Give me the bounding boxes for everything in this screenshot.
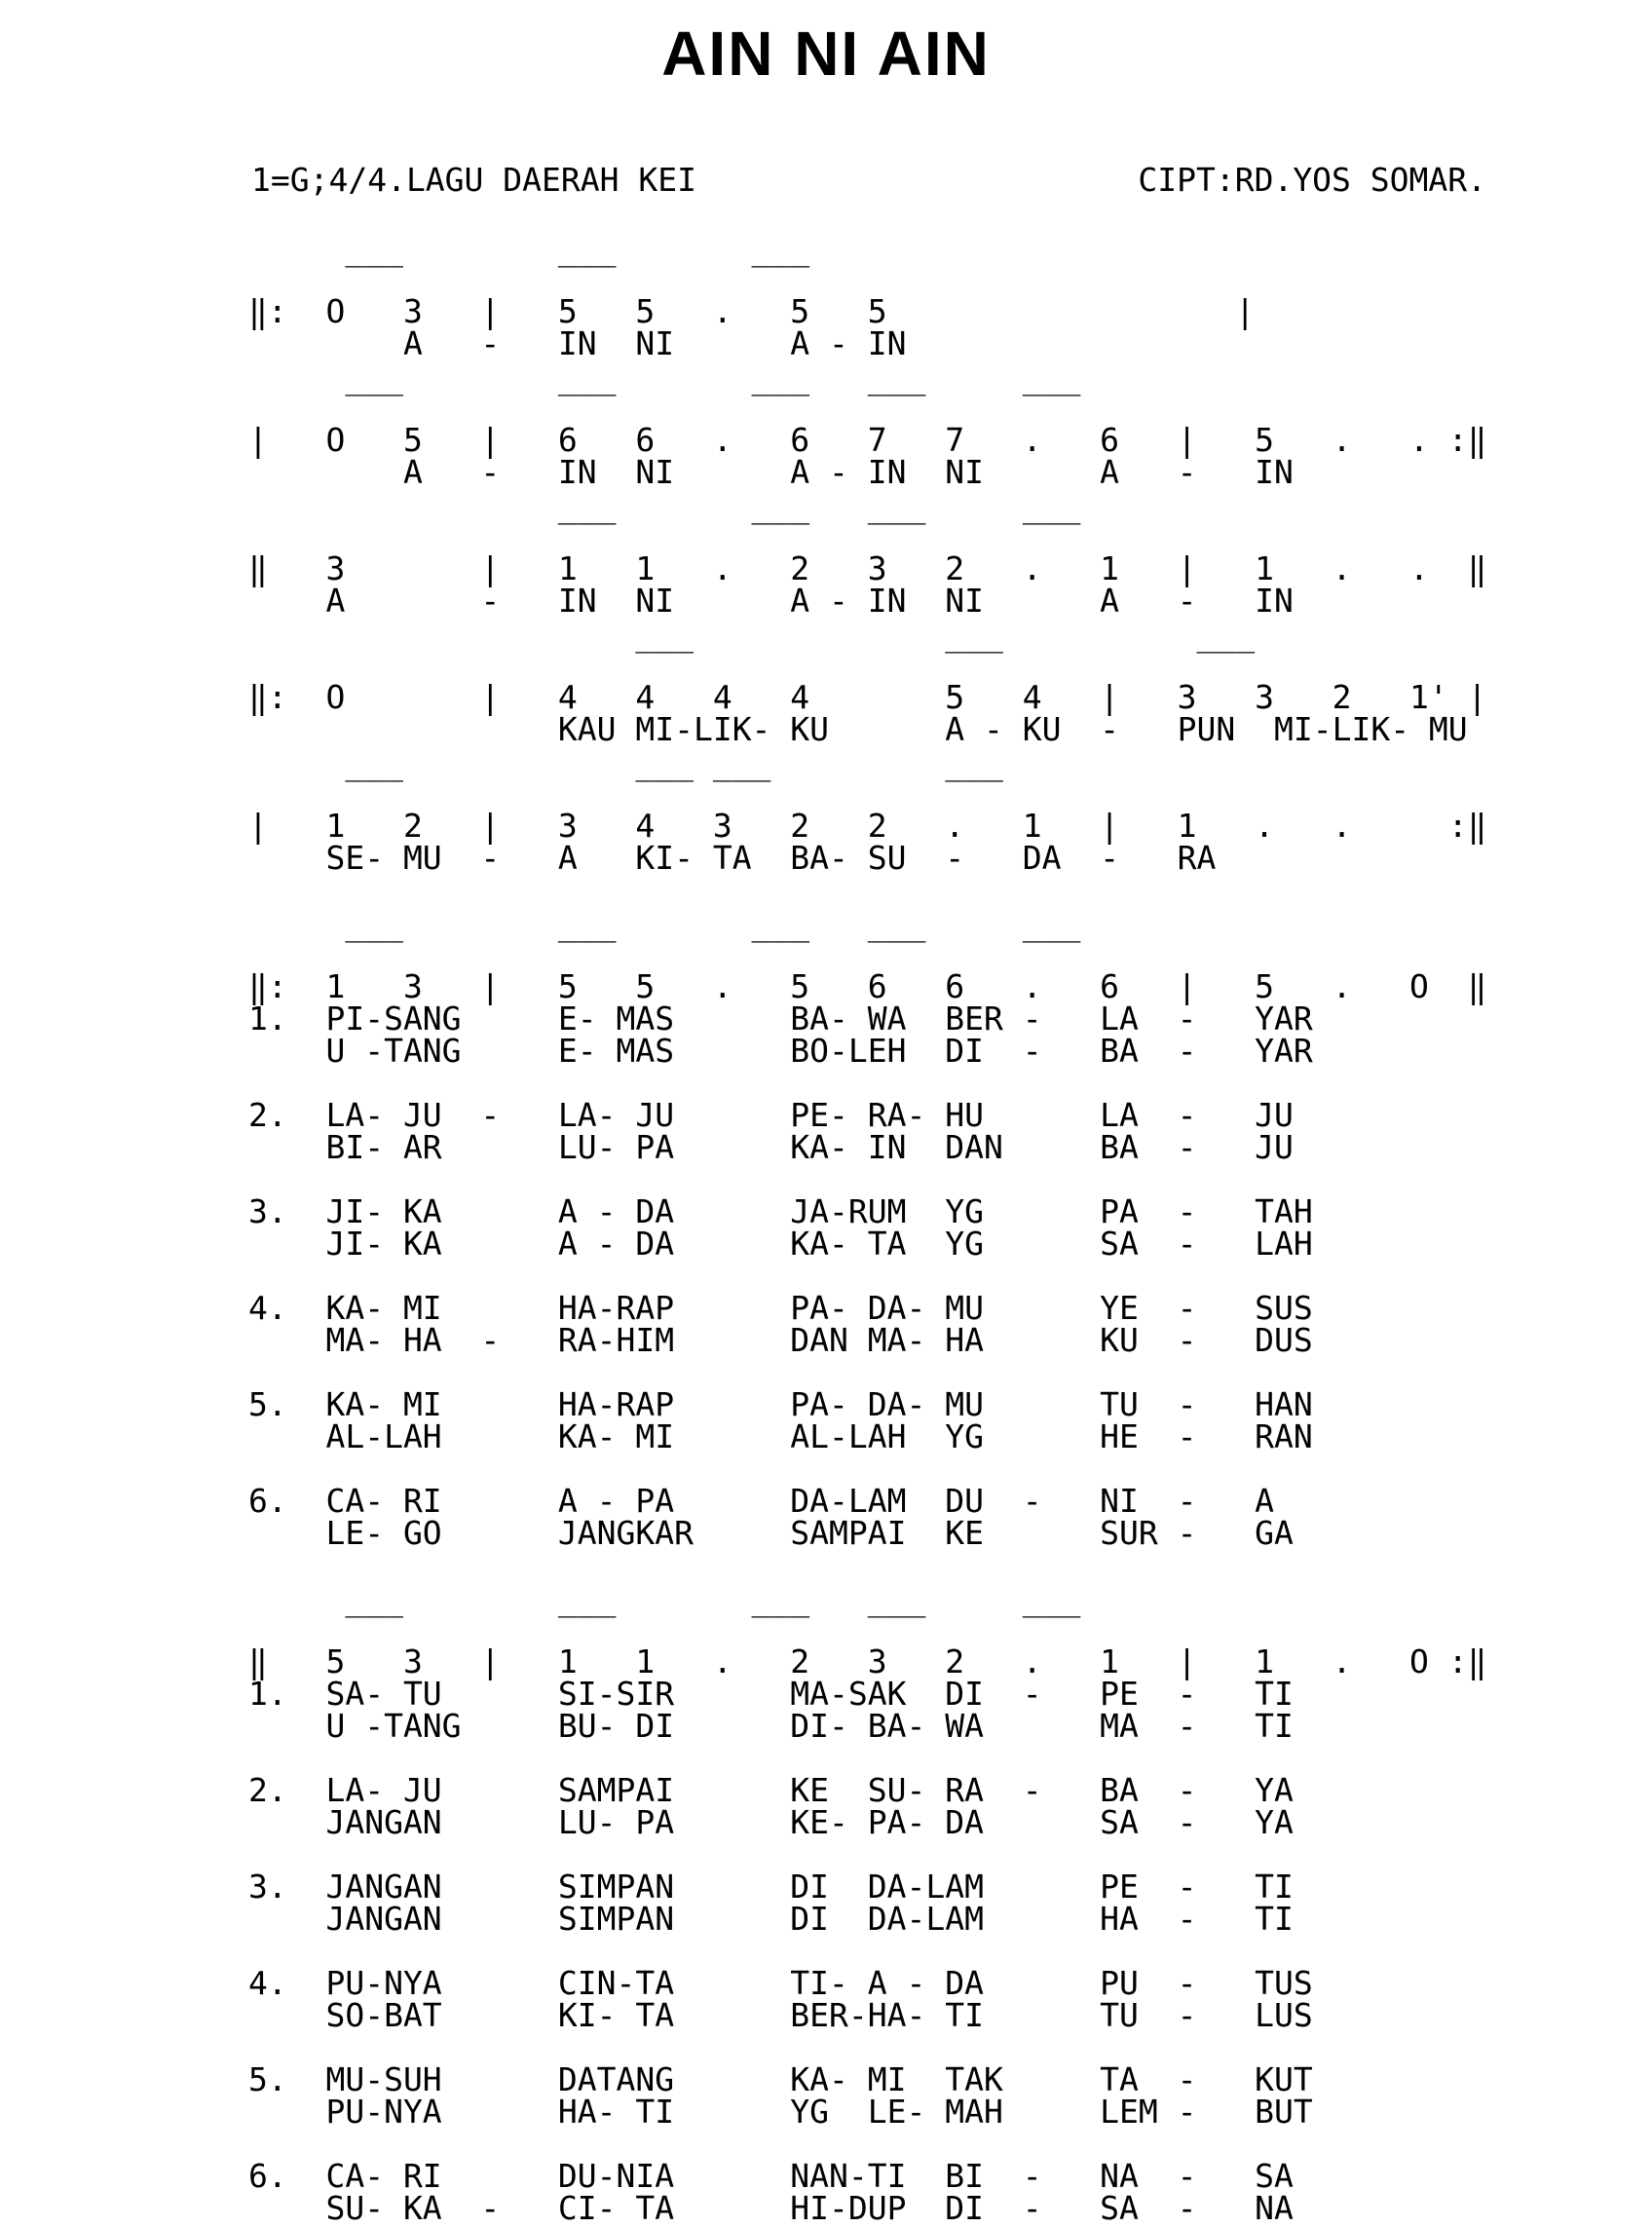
score-line: JI- KA A - DA KA- TA YG SA - LAH: [248, 1225, 1313, 1263]
score-line: JANGAN LU- PA KE- PA- DA SA - YA: [248, 1803, 1294, 1841]
score-line: [248, 1581, 1487, 1613]
score-line: [248, 874, 1487, 906]
score-line: [248, 1838, 1487, 1870]
score-line: ‖ 5 3 | 1 1 . 2 3 2 . 1 | 1 . O :‖: [248, 1642, 1487, 1680]
score-line: ‖: O | 4 4 4 4 5 4 | 3 3 2 1' |: [248, 678, 1487, 716]
score-line: A - IN NI A - IN NI A - IN: [248, 453, 1294, 491]
score-line: ‾‾‾ ‾‾‾ ‾‾‾: [248, 646, 1274, 684]
score-line: 2. LA- JU SAMPAI KE SU- RA - BA - YA: [248, 1771, 1294, 1809]
score-line: [248, 745, 1487, 777]
score-line: [248, 617, 1487, 649]
score-line: A - IN NI A - IN NI A - IN: [248, 582, 1294, 620]
score-line: [248, 1742, 1487, 1774]
score-line: 3. JI- KA A - DA JA-RUM YG PA - TAH: [248, 1192, 1313, 1230]
score-line: [248, 2031, 1487, 2063]
score-line: ‾‾‾ ‾‾‾ ‾‾‾: [248, 260, 1256, 298]
score-line: JANGAN SIMPAN DI DA-LAM HA - TI: [248, 1900, 1294, 1938]
score-line: [248, 2128, 1487, 2160]
score-line: 1. SA- TU SI-SIR MA-SAK DI - PE - TI: [248, 1675, 1294, 1713]
score-line: 5. MU-SUH DATANG KA- MI TAK TA - KUT: [248, 2060, 1313, 2098]
score-line: SE- MU - A KI- TA BA- SU - DA - RA: [248, 839, 1217, 877]
score-line: ‾‾‾ ‾‾‾ ‾‾‾ ‾‾‾ ‾‾‾: [248, 389, 1256, 427]
score-line: ‖: O 3 | 5 5 . 5 5 |: [248, 292, 1256, 330]
score-line: 2. LA- JU - LA- JU PE- RA- HU LA - JU: [248, 1096, 1294, 1134]
score-line: BI- AR LU- PA KA- IN DAN BA - JU: [248, 1128, 1294, 1166]
score-line: [248, 488, 1487, 520]
score-line: ‾‾‾ ‾‾‾ ‾‾‾ ‾‾‾: [248, 517, 1256, 555]
score-line: ‾‾‾ ‾‾‾ ‾‾‾ ‾‾‾ ‾‾‾: [248, 935, 1256, 973]
score-line: [248, 1260, 1487, 1292]
score-line: KAU MI-LIK- KU A - KU - PUN MI-LIK- MU: [248, 710, 1468, 748]
score-line: 3. JANGAN SIMPAN DI DA-LAM PE - TI: [248, 1868, 1294, 1906]
score-line: [248, 1935, 1487, 1967]
score-notation: [248, 260, 1487, 2227]
score-line: ‖ 3 | 1 1 . 2 3 2 . 1 | 1 . . ‖: [248, 549, 1487, 587]
score-line: U -TANG E- MAS BO-LEH DI - BA - YAR: [248, 1032, 1313, 1070]
score-line: ‖: 1 3 | 5 5 . 5 6 6 . 6 | 5 . O ‖: [248, 967, 1487, 1005]
score-line: ‾‾‾ ‾‾‾ ‾‾‾ ‾‾‾: [248, 774, 1256, 812]
score-line: MA- HA - RA-HIM DAN MA- HA KU - DUS: [248, 1321, 1313, 1359]
score-line: [248, 906, 1487, 938]
score-line: [248, 1356, 1487, 1388]
score-line: [248, 1453, 1487, 1485]
score-line: 6. CA- RI A - PA DA-LAM DU - NI - A: [248, 1482, 1274, 1520]
key-meter-label: 1=G;4/4.LAGU DAERAH KEI: [251, 161, 696, 199]
song-title: AIN NI AIN: [661, 19, 991, 89]
score-line: [248, 1549, 1487, 1581]
score-line: A - IN NI A - IN: [248, 324, 1256, 362]
score-line: 4. PU-NYA CIN-TA TI- A - DA PU - TUS: [248, 1964, 1313, 2002]
score-line: 4. KA- MI HA-RAP PA- DA- MU YE - SUS: [248, 1289, 1313, 1327]
score-line: LE- GO JANGKAR SAMPAI KE SUR - GA: [248, 1514, 1294, 1552]
score-line: [248, 1163, 1487, 1195]
score-line: U -TANG BU- DI DI- BA- WA MA - TI: [248, 1707, 1294, 1745]
score-line: [248, 359, 1487, 392]
composer-label: CIPT:RD.YOS SOMAR.: [1138, 161, 1486, 199]
score-line: 5. KA- MI HA-RAP PA- DA- MU TU - HAN: [248, 1385, 1313, 1423]
score-line: SU- KA - CI- TA HI-DUP DI - SA - NA: [248, 2189, 1294, 2227]
score-line: SO-BAT KI- TA BER-HA- TI TU - LUS: [248, 1996, 1313, 2034]
score-line: 6. CA- RI DU-NIA NAN-TI BI - NA - SA: [248, 2157, 1294, 2195]
score-line: ‾‾‾ ‾‾‾ ‾‾‾ ‾‾‾ ‾‾‾: [248, 1610, 1256, 1648]
score-line: 1. PI-SANG E- MAS BA- WA BER - LA - YAR: [248, 1000, 1313, 1038]
score-line: AL-LAH KA- MI AL-LAH YG HE - RAN: [248, 1417, 1313, 1455]
score-line: [248, 1067, 1487, 1099]
score-line: PU-NYA HA- TI YG LE- MAH LEM - BUT: [248, 2093, 1313, 2131]
score-line: | O 5 | 6 6 . 6 7 7 . 6 | 5 . . :‖: [248, 421, 1487, 459]
score-line: | 1 2 | 3 4 3 2 2 . 1 | 1 . . :‖: [248, 807, 1487, 845]
